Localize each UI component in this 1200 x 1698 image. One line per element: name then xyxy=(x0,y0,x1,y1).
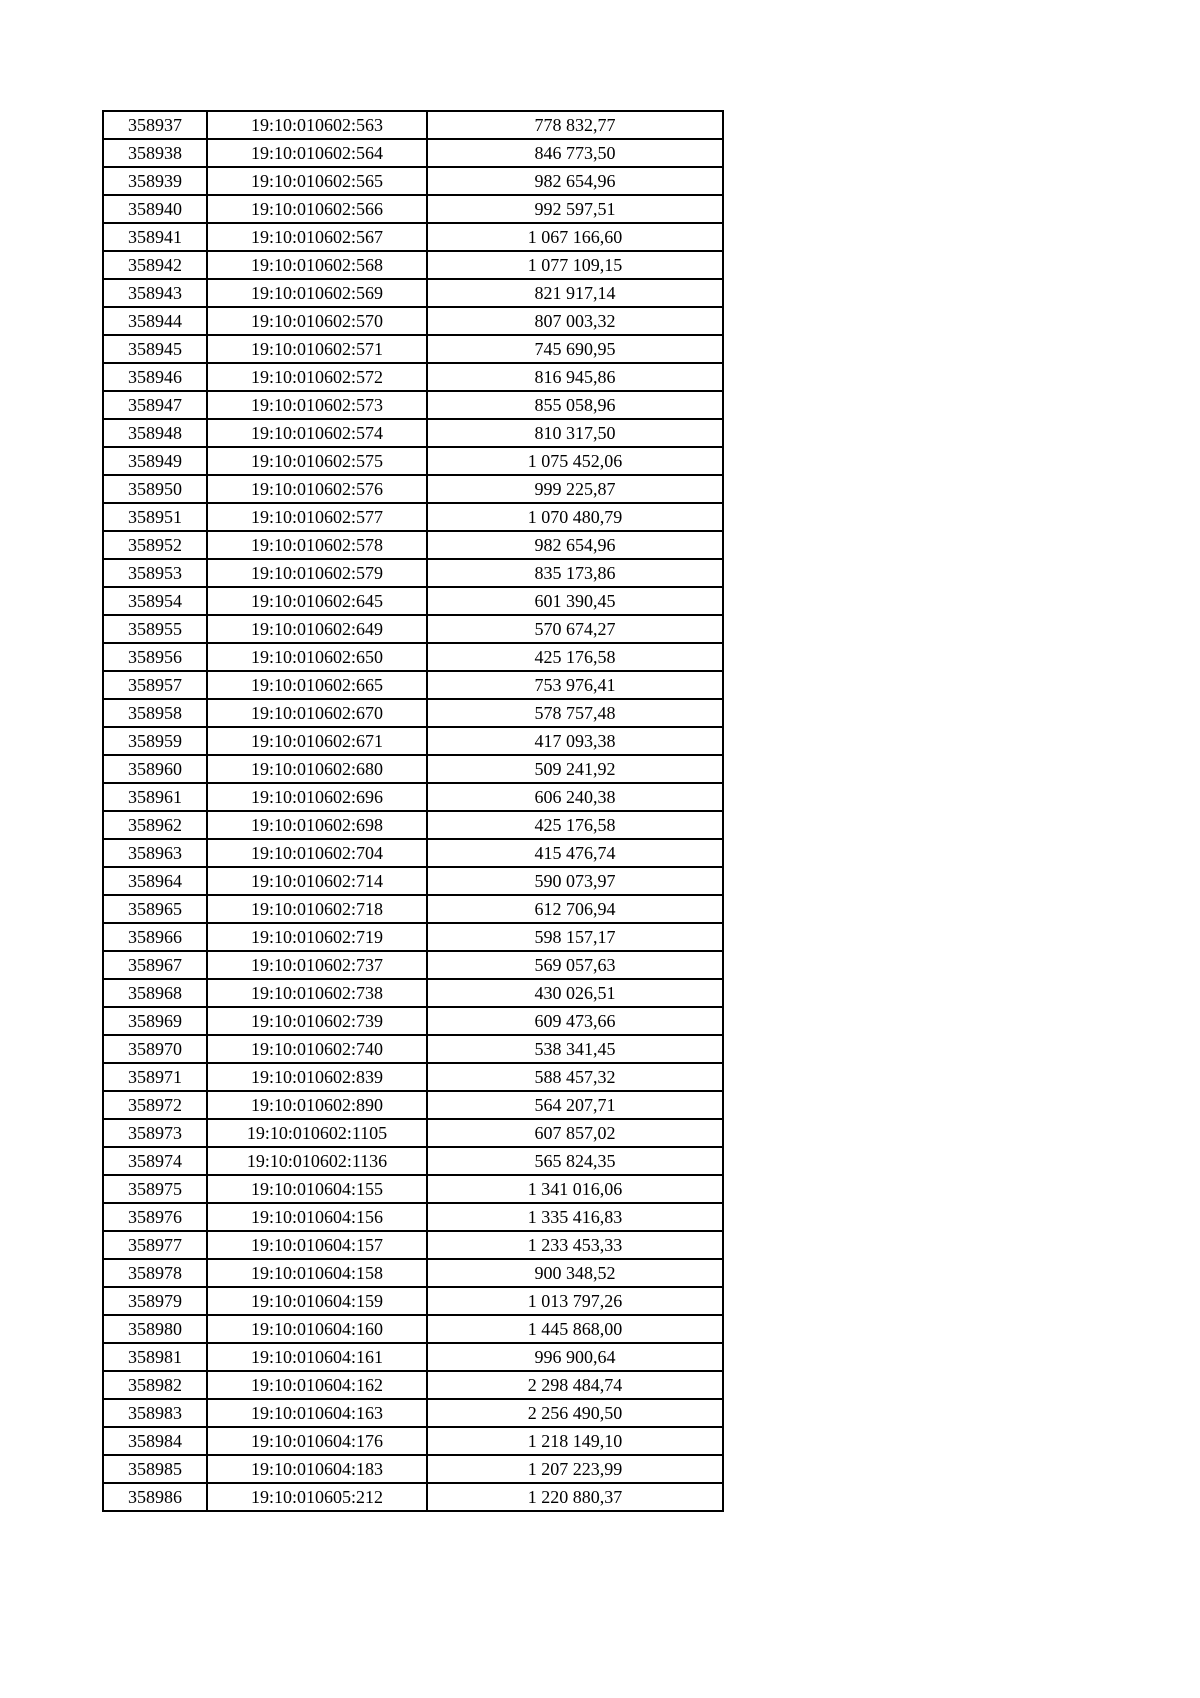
row-number-cell: 358985 xyxy=(103,1455,207,1483)
table-row xyxy=(103,195,723,223)
row-number-cell: 358942 xyxy=(103,251,207,279)
row-number-cell: 358973 xyxy=(103,1119,207,1147)
row-number-cell: 358975 xyxy=(103,1175,207,1203)
table-row xyxy=(103,1483,723,1511)
row-number-cell: 358953 xyxy=(103,559,207,587)
cadastral-number-cell: 19:10:010604:161 xyxy=(207,1343,427,1371)
table-row xyxy=(103,447,723,475)
table-row xyxy=(103,1175,723,1203)
cadastral-value-cell: 601 390,45 xyxy=(427,587,723,615)
cadastral-number-cell: 19:10:010602:1136 xyxy=(207,1147,427,1175)
table-row xyxy=(103,839,723,867)
table-row xyxy=(103,1203,723,1231)
cadastral-number-cell: 19:10:010602:665 xyxy=(207,671,427,699)
cadastral-value-cell: 810 317,50 xyxy=(427,419,723,447)
cadastral-number-cell: 19:10:010602:737 xyxy=(207,951,427,979)
cadastral-number-cell: 19:10:010604:176 xyxy=(207,1427,427,1455)
cadastral-value-cell: 1 218 149,10 xyxy=(427,1427,723,1455)
cadastral-number-cell: 19:10:010602:570 xyxy=(207,307,427,335)
table-row xyxy=(103,1455,723,1483)
row-number-cell: 358943 xyxy=(103,279,207,307)
cadastral-number-cell: 19:10:010602:650 xyxy=(207,643,427,671)
cadastral-number-cell: 19:10:010602:567 xyxy=(207,223,427,251)
cadastral-number-cell: 19:10:010602:578 xyxy=(207,531,427,559)
table-row xyxy=(103,951,723,979)
table-row xyxy=(103,363,723,391)
table-row xyxy=(103,979,723,1007)
cadastral-number-cell: 19:10:010602:718 xyxy=(207,895,427,923)
cadastral-number-cell: 19:10:010602:739 xyxy=(207,1007,427,1035)
cadastral-number-cell: 19:10:010602:574 xyxy=(207,419,427,447)
row-number-cell: 358956 xyxy=(103,643,207,671)
table-row xyxy=(103,1147,723,1175)
cadastral-number-cell: 19:10:010604:160 xyxy=(207,1315,427,1343)
table-row xyxy=(103,615,723,643)
cadastral-number-cell: 19:10:010602:571 xyxy=(207,335,427,363)
row-number-cell: 358945 xyxy=(103,335,207,363)
table-row xyxy=(103,1119,723,1147)
row-number-cell: 358968 xyxy=(103,979,207,1007)
table-row xyxy=(103,391,723,419)
cadastral-value-cell: 821 917,14 xyxy=(427,279,723,307)
cadastral-number-cell: 19:10:010602:569 xyxy=(207,279,427,307)
row-number-cell: 358972 xyxy=(103,1091,207,1119)
row-number-cell: 358952 xyxy=(103,531,207,559)
cadastral-value-cell: 816 945,86 xyxy=(427,363,723,391)
row-number-cell: 358977 xyxy=(103,1231,207,1259)
row-number-cell: 358962 xyxy=(103,811,207,839)
row-number-cell: 358970 xyxy=(103,1035,207,1063)
cadastral-value-cell: 509 241,92 xyxy=(427,755,723,783)
cadastral-value-cell: 855 058,96 xyxy=(427,391,723,419)
cadastral-value-cell: 2 298 484,74 xyxy=(427,1371,723,1399)
cadastral-value-cell: 609 473,66 xyxy=(427,1007,723,1035)
row-number-cell: 358937 xyxy=(103,111,207,139)
cadastral-value-table xyxy=(102,110,724,1512)
table-row xyxy=(103,307,723,335)
table-row xyxy=(103,1063,723,1091)
cadastral-number-cell: 19:10:010602:680 xyxy=(207,755,427,783)
cadastral-value-cell: 835 173,86 xyxy=(427,559,723,587)
cadastral-value-cell: 430 026,51 xyxy=(427,979,723,1007)
cadastral-value-cell: 417 093,38 xyxy=(427,727,723,755)
cadastral-number-cell: 19:10:010602:576 xyxy=(207,475,427,503)
cadastral-value-cell: 999 225,87 xyxy=(427,475,723,503)
cadastral-number-cell: 19:10:010602:575 xyxy=(207,447,427,475)
row-number-cell: 358967 xyxy=(103,951,207,979)
cadastral-number-cell: 19:10:010602:704 xyxy=(207,839,427,867)
cadastral-value-cell: 846 773,50 xyxy=(427,139,723,167)
row-number-cell: 358969 xyxy=(103,1007,207,1035)
cadastral-value-cell: 1 070 480,79 xyxy=(427,503,723,531)
cadastral-value-cell: 1 013 797,26 xyxy=(427,1287,723,1315)
table-row xyxy=(103,1399,723,1427)
cadastral-value-cell: 1 445 868,00 xyxy=(427,1315,723,1343)
table-row xyxy=(103,783,723,811)
cadastral-value-cell: 778 832,77 xyxy=(427,111,723,139)
cadastral-number-cell: 19:10:010602:564 xyxy=(207,139,427,167)
cadastral-value-cell: 598 157,17 xyxy=(427,923,723,951)
table-row xyxy=(103,1035,723,1063)
table-row xyxy=(103,811,723,839)
cadastral-number-cell: 19:10:010602:740 xyxy=(207,1035,427,1063)
row-number-cell: 358940 xyxy=(103,195,207,223)
table-row xyxy=(103,1259,723,1287)
table-row xyxy=(103,1427,723,1455)
table-row xyxy=(103,251,723,279)
row-number-cell: 358941 xyxy=(103,223,207,251)
cadastral-value-cell: 1 077 109,15 xyxy=(427,251,723,279)
table-row xyxy=(103,419,723,447)
cadastral-number-cell: 19:10:010602:566 xyxy=(207,195,427,223)
cadastral-value-cell: 588 457,32 xyxy=(427,1063,723,1091)
cadastral-number-cell: 19:10:010602:577 xyxy=(207,503,427,531)
table-row xyxy=(103,1091,723,1119)
row-number-cell: 358984 xyxy=(103,1427,207,1455)
cadastral-number-cell: 19:10:010605:212 xyxy=(207,1483,427,1511)
cadastral-value-cell: 996 900,64 xyxy=(427,1343,723,1371)
row-number-cell: 358981 xyxy=(103,1343,207,1371)
table-row xyxy=(103,223,723,251)
cadastral-number-cell: 19:10:010602:714 xyxy=(207,867,427,895)
row-number-cell: 358949 xyxy=(103,447,207,475)
row-number-cell: 358982 xyxy=(103,1371,207,1399)
cadastral-value-cell: 1 207 223,99 xyxy=(427,1455,723,1483)
table-row xyxy=(103,1371,723,1399)
table-row xyxy=(103,1007,723,1035)
cadastral-number-cell: 19:10:010602:1105 xyxy=(207,1119,427,1147)
table-row xyxy=(103,867,723,895)
cadastral-number-cell: 19:10:010602:839 xyxy=(207,1063,427,1091)
cadastral-value-cell: 807 003,32 xyxy=(427,307,723,335)
row-number-cell: 358965 xyxy=(103,895,207,923)
cadastral-number-cell: 19:10:010604:155 xyxy=(207,1175,427,1203)
cadastral-number-cell: 19:10:010602:573 xyxy=(207,391,427,419)
row-number-cell: 358983 xyxy=(103,1399,207,1427)
table-row xyxy=(103,335,723,363)
table-row xyxy=(103,167,723,195)
row-number-cell: 358946 xyxy=(103,363,207,391)
cadastral-number-cell: 19:10:010604:158 xyxy=(207,1259,427,1287)
table-row xyxy=(103,671,723,699)
cadastral-value-cell: 753 976,41 xyxy=(427,671,723,699)
cadastral-value-cell: 425 176,58 xyxy=(427,643,723,671)
cadastral-value-cell: 1 067 166,60 xyxy=(427,223,723,251)
cadastral-value-cell: 578 757,48 xyxy=(427,699,723,727)
row-number-cell: 358978 xyxy=(103,1259,207,1287)
cadastral-value-cell: 1 220 880,37 xyxy=(427,1483,723,1511)
cadastral-value-cell: 1 335 416,83 xyxy=(427,1203,723,1231)
row-number-cell: 358979 xyxy=(103,1287,207,1315)
row-number-cell: 358964 xyxy=(103,867,207,895)
row-number-cell: 358961 xyxy=(103,783,207,811)
cadastral-number-cell: 19:10:010602:738 xyxy=(207,979,427,1007)
table-row xyxy=(103,1231,723,1259)
cadastral-number-cell: 19:10:010602:890 xyxy=(207,1091,427,1119)
cadastral-number-cell: 19:10:010602:696 xyxy=(207,783,427,811)
table-row xyxy=(103,1343,723,1371)
row-number-cell: 358950 xyxy=(103,475,207,503)
cadastral-value-cell: 565 824,35 xyxy=(427,1147,723,1175)
row-number-cell: 358948 xyxy=(103,419,207,447)
cadastral-value-cell: 1 341 016,06 xyxy=(427,1175,723,1203)
cadastral-number-cell: 19:10:010604:156 xyxy=(207,1203,427,1231)
cadastral-number-cell: 19:10:010604:162 xyxy=(207,1371,427,1399)
cadastral-value-cell: 745 690,95 xyxy=(427,335,723,363)
table-row xyxy=(103,279,723,307)
cadastral-value-cell: 612 706,94 xyxy=(427,895,723,923)
cadastral-value-cell: 538 341,45 xyxy=(427,1035,723,1063)
cadastral-number-cell: 19:10:010602:719 xyxy=(207,923,427,951)
cadastral-value-cell: 982 654,96 xyxy=(427,167,723,195)
cadastral-value-cell: 900 348,52 xyxy=(427,1259,723,1287)
row-number-cell: 358976 xyxy=(103,1203,207,1231)
row-number-cell: 358958 xyxy=(103,699,207,727)
cadastral-number-cell: 19:10:010604:157 xyxy=(207,1231,427,1259)
cadastral-number-cell: 19:10:010602:568 xyxy=(207,251,427,279)
row-number-cell: 358951 xyxy=(103,503,207,531)
table-row xyxy=(103,111,723,139)
cadastral-value-cell: 982 654,96 xyxy=(427,531,723,559)
table-row xyxy=(103,1287,723,1315)
cadastral-value-cell: 2 256 490,50 xyxy=(427,1399,723,1427)
row-number-cell: 358938 xyxy=(103,139,207,167)
table-row xyxy=(103,531,723,559)
table-row xyxy=(103,559,723,587)
cadastral-value-cell: 992 597,51 xyxy=(427,195,723,223)
row-number-cell: 358963 xyxy=(103,839,207,867)
cadastral-number-cell: 19:10:010604:159 xyxy=(207,1287,427,1315)
table-body xyxy=(103,111,723,1511)
row-number-cell: 358947 xyxy=(103,391,207,419)
cadastral-number-cell: 19:10:010602:565 xyxy=(207,167,427,195)
table-row xyxy=(103,139,723,167)
table-row xyxy=(103,923,723,951)
cadastral-value-cell: 425 176,58 xyxy=(427,811,723,839)
row-number-cell: 358939 xyxy=(103,167,207,195)
table-row xyxy=(103,1315,723,1343)
row-number-cell: 358955 xyxy=(103,615,207,643)
table-row xyxy=(103,699,723,727)
row-number-cell: 358986 xyxy=(103,1483,207,1511)
row-number-cell: 358954 xyxy=(103,587,207,615)
row-number-cell: 358944 xyxy=(103,307,207,335)
cadastral-value-cell: 606 240,38 xyxy=(427,783,723,811)
row-number-cell: 358960 xyxy=(103,755,207,783)
cadastral-number-cell: 19:10:010602:579 xyxy=(207,559,427,587)
row-number-cell: 358966 xyxy=(103,923,207,951)
cadastral-number-cell: 19:10:010604:163 xyxy=(207,1399,427,1427)
cadastral-value-cell: 564 207,71 xyxy=(427,1091,723,1119)
cadastral-value-cell: 569 057,63 xyxy=(427,951,723,979)
table-row xyxy=(103,755,723,783)
cadastral-value-cell: 1 075 452,06 xyxy=(427,447,723,475)
cadastral-value-cell: 415 476,74 xyxy=(427,839,723,867)
table-row xyxy=(103,475,723,503)
cadastral-number-cell: 19:10:010604:183 xyxy=(207,1455,427,1483)
row-number-cell: 358957 xyxy=(103,671,207,699)
cadastral-number-cell: 19:10:010602:671 xyxy=(207,727,427,755)
cadastral-number-cell: 19:10:010602:698 xyxy=(207,811,427,839)
cadastral-value-cell: 590 073,97 xyxy=(427,867,723,895)
table-row xyxy=(103,503,723,531)
cadastral-value-cell: 607 857,02 xyxy=(427,1119,723,1147)
table-row xyxy=(103,643,723,671)
cadastral-value-cell: 1 233 453,33 xyxy=(427,1231,723,1259)
row-number-cell: 358959 xyxy=(103,727,207,755)
cadastral-value-cell: 570 674,27 xyxy=(427,615,723,643)
row-number-cell: 358974 xyxy=(103,1147,207,1175)
cadastral-number-cell: 19:10:010602:572 xyxy=(207,363,427,391)
cadastral-number-cell: 19:10:010602:645 xyxy=(207,587,427,615)
cadastral-number-cell: 19:10:010602:649 xyxy=(207,615,427,643)
cadastral-number-cell: 19:10:010602:670 xyxy=(207,699,427,727)
table-row xyxy=(103,587,723,615)
table-row xyxy=(103,895,723,923)
row-number-cell: 358971 xyxy=(103,1063,207,1091)
row-number-cell: 358980 xyxy=(103,1315,207,1343)
table-row xyxy=(103,727,723,755)
cadastral-number-cell: 19:10:010602:563 xyxy=(207,111,427,139)
